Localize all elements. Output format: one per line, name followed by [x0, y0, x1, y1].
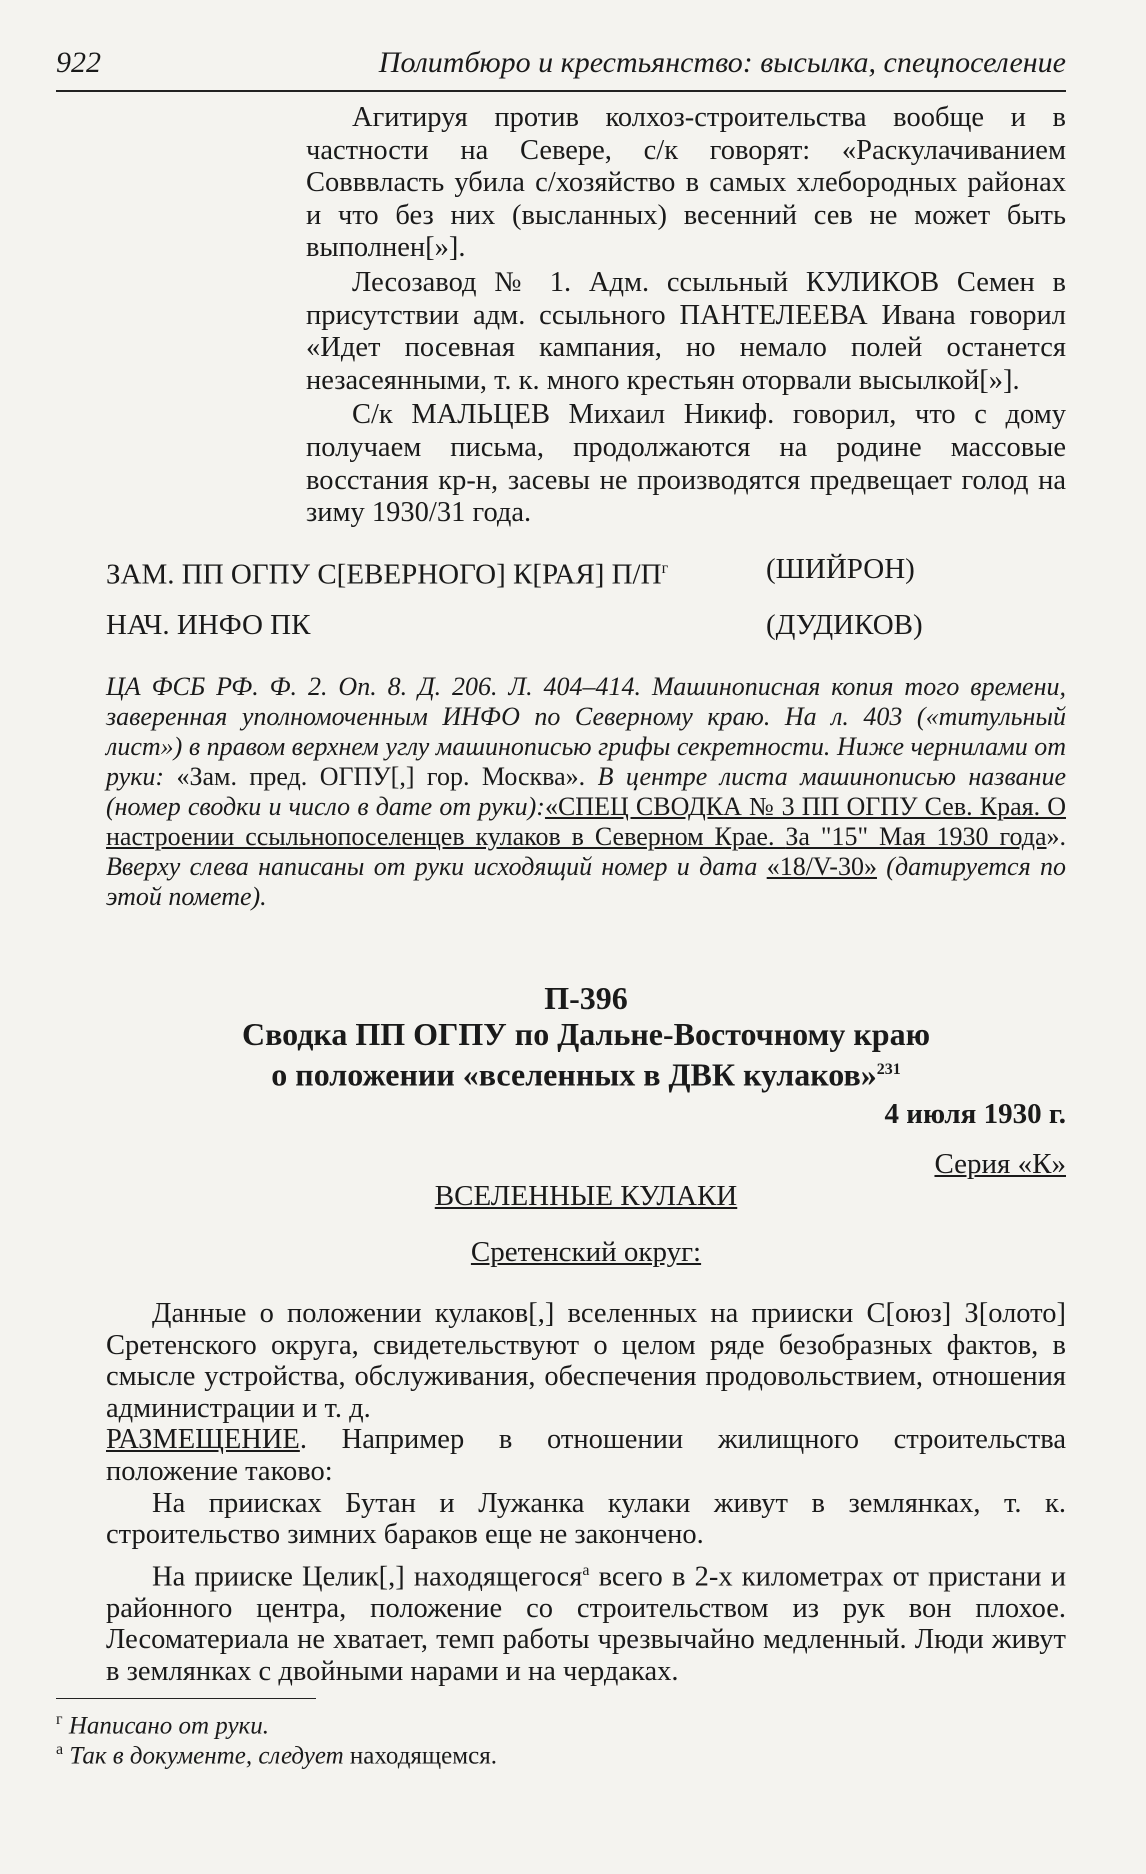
source-note: [106, 672, 1066, 912]
document-title-line: Сводка ПП ОГПУ по Дальне-Восточному краю: [241, 1016, 931, 1052]
running-title: Политбюро и крестьянство: высылка, спецпоселение: [378, 46, 1066, 79]
title-note-mark: 231: [876, 1061, 901, 1078]
footnote-extra: находящемся.: [343, 1742, 497, 1770]
title-text: о положении «вселенных в ДВК кулаков»: [271, 1056, 877, 1093]
footnote-mark: г: [56, 1711, 63, 1728]
document-title: [106, 1016, 1066, 1093]
source-note-part: «18/V-30»: [766, 852, 877, 881]
signature-position: НАЧ. ИНФО ПК: [106, 609, 311, 641]
district-heading: Сретенский округ:: [470, 1236, 702, 1268]
footnote-mark: а: [582, 1561, 590, 1579]
document-number: П-396: [544, 980, 628, 1016]
signature-line: [106, 552, 1066, 592]
footnote-mark: а: [56, 1741, 64, 1758]
running-header: [56, 42, 1066, 92]
body-text: На прииске Целик[,] находящегося: [152, 1561, 583, 1593]
body-paragraph: [106, 1424, 1066, 1487]
document-date: 4 июля 1930 г.: [884, 1098, 1066, 1130]
footnote-text: Так в документе, следует: [69, 1742, 344, 1770]
intro-paragraph: Лесозавод № 1. Адм. ссыльный КУЛИКОВ Семен в присутствии адм. ссыльного ПАНТЕЛЕЕВА Ивана говорил «Идет посевная кампания, но немало полей останется незасеянными, т. к. много крестьян оторвали высылкой[»].: [306, 266, 1066, 396]
intro-paragraph: С/к МАЛЬЦЕВ Михаил Никиф. говорил, что с дому получаем письма, продолжаются на родине массовые восстания кр-н, засевы не производятся предвещает голод на зиму 1930/31 года.: [306, 399, 1066, 529]
source-note-part: Вверху слева написаны от руки исходящий номер и дата: [106, 852, 767, 881]
body-text: всего в 2-х километрах от пристани и районного центра, положение со строительством из рук вон плохое. Лесоматериала не хватает, темп работы чрезвычайно медленный. Люди живут в землянках с двойными нарами и на чердаках.: [106, 1561, 1066, 1688]
source-note-part: «СПЕЦ СВОДКА № 3 ПП ОГПУ Сев. Края. О настроении ссыльнопоселенцев кулаков в Северном Крае.: [106, 792, 1066, 851]
footnote-text: Написано от руки.: [68, 1712, 269, 1740]
page-number: 922: [56, 46, 101, 79]
footnote: [56, 1736, 1066, 1770]
document-series: Серия «К»: [934, 1148, 1066, 1180]
body-paragraph: На приисках Бутан и Лужанка кулаки живут в землянках, т. к. строительство зимних бараков еще не закончено.: [106, 1487, 1066, 1551]
heading-rest: . Например в отношении жилищного строительства положение таково:: [106, 1424, 1066, 1487]
footnote-mark: г: [661, 560, 669, 577]
body-paragraph: Данные о положении кулаков[,] вселенных на прииски С[оюз] З[олото] Сретенского округа, свидетельствуют о целом ряде безобразных фактов, в смысле устройства, обслуживания, обеспечения продовольствием, отношения администрации и т. д.: [106, 1298, 1066, 1424]
source-note-part: «Зам. пред. ОГПУ[,] гор. Москва».: [164, 762, 598, 791]
footnote-rule: [56, 1698, 316, 1699]
heading-label: РАЗМЕЩЕНИЕ: [106, 1424, 300, 1456]
signature-line: [106, 608, 1066, 642]
source-note-part: ЦА ФСБ РФ. Ф. 2. Оп. 8. Д. 206. Л. 404–414. Машинописная копия того времени, заверенная уполномоченным ИНФО по Северному краю. На л. 403 («титульный лист») в правом верхнем углу машинописью грифы секретности. Ниже чернилами от руки:: [106, 672, 1066, 791]
body-paragraph: [106, 1555, 1066, 1688]
source-note-part: В центре листа машинописью название (номер сводки и число в дате от руки):: [106, 762, 1066, 821]
source-note-part: ».: [1046, 822, 1067, 851]
source-note-part: За "15" Мая 1930 года: [785, 822, 1047, 851]
source-note-part: (датируется по этой помете).: [106, 852, 1067, 911]
intro-paragraph: Агитируя против колхоз-строительства вообще и в частности на Севере, с/к говорят: «Раскулачиванием Совввласть убила с/хозяйство в самых хлебородных районах и что без них (высланных) весенний сев не может быть выполнен[»].: [306, 102, 1066, 264]
signature-name: (ДУДИКОВ): [766, 609, 923, 641]
signature-name: (ШИЙРОН): [766, 553, 915, 585]
body-block: [106, 1298, 1066, 1688]
intro-block: [306, 102, 1066, 530]
section-heading: ВСЕЛЕННЫЕ КУЛАКИ: [434, 1180, 738, 1212]
document-title-line: [106, 1052, 1066, 1093]
signature-position: ЗАМ. ПП ОГПУ С[ЕВЕРНОГО] К[РАЯ] П/П: [106, 558, 662, 591]
